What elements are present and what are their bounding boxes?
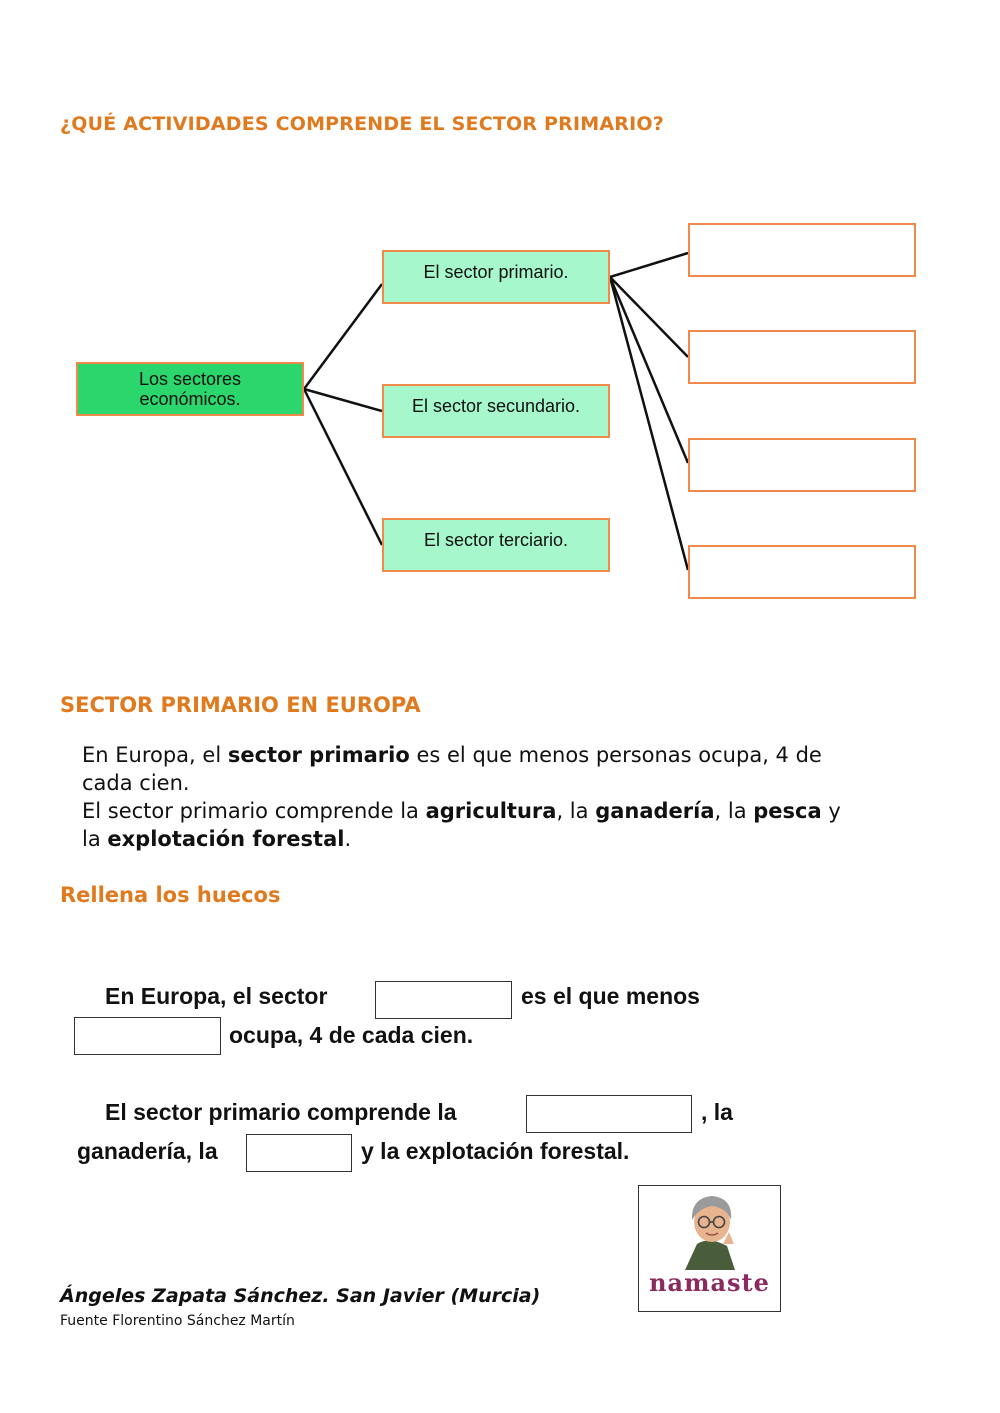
connector-primary-blank-1 (610, 253, 688, 277)
answer-box-4[interactable] (688, 545, 916, 599)
exercise-text: En Europa, el sector (105, 983, 328, 1009)
node-label: El sector secundario. (411, 396, 581, 416)
namaste-logo (638, 1185, 781, 1312)
node-label: El sector terciario. (423, 530, 569, 550)
bold-text: ganadería (595, 799, 715, 823)
text: En Europa, el (82, 743, 228, 767)
section-heading-europe: SECTOR PRIMARIO EN EUROPA (60, 693, 421, 717)
connector-root-secondary (304, 389, 382, 411)
node-label: El sector primario. (423, 262, 569, 282)
fill-gap-3[interactable] (526, 1095, 692, 1133)
answer-box-3[interactable] (688, 438, 916, 492)
node-secondary-sector (382, 384, 610, 438)
logo-word: namaste (649, 1268, 770, 1297)
info-paragraph (82, 741, 842, 853)
bold-text: explotación forestal (107, 827, 345, 851)
text: y la (82, 799, 841, 851)
connector-root-primary (304, 284, 382, 389)
text: . (344, 827, 352, 851)
exercise-text: ocupa, 4 de cada cien. (229, 1022, 474, 1048)
fill-gap-1[interactable] (375, 981, 512, 1019)
exercise-text: , la (701, 1099, 733, 1125)
text: , la (556, 799, 596, 823)
fill-gap-2[interactable] (74, 1017, 221, 1055)
node-label: Los sectores económicos. (138, 369, 242, 409)
exercise-text: es el que menos (521, 983, 700, 1009)
bold-text: pesca (753, 799, 822, 823)
answer-box-1[interactable] (688, 223, 916, 277)
bold-text: agricultura (425, 799, 557, 823)
node-economic-sectors (76, 362, 304, 416)
exercise-text: y la explotación forestal. (361, 1138, 630, 1164)
connector-primary-blank-3 (610, 277, 688, 463)
connector-primary-blank-2 (610, 277, 688, 357)
node-tertiary-sector (382, 518, 610, 572)
text: es el que menos personas ocupa, 4 de cada cien. (82, 743, 822, 795)
section-heading-fill: Rellena los huecos (60, 883, 281, 907)
answer-box-2[interactable] (688, 330, 916, 384)
connector-primary-blank-4 (610, 277, 688, 570)
text: El sector primario comprende la (82, 799, 426, 823)
exercise-text: ganadería, la (77, 1138, 218, 1164)
text: , la (714, 799, 754, 823)
exercise-text: El sector primario comprende la (105, 1099, 457, 1125)
author-credit: Ángeles Zapata Sánchez. San Javier (Murcia) (60, 1285, 541, 1307)
source-credit: Fuente Florentino Sánchez Martín (60, 1313, 295, 1329)
node-primary-sector (382, 250, 610, 304)
question-heading: ¿QUÉ ACTIVIDADES COMPRENDE EL SECTOR PRIMARIO? (60, 113, 664, 135)
fill-gap-4[interactable] (246, 1134, 352, 1172)
connector-root-tertiary (304, 389, 382, 545)
bold-text: sector primario (227, 743, 410, 767)
